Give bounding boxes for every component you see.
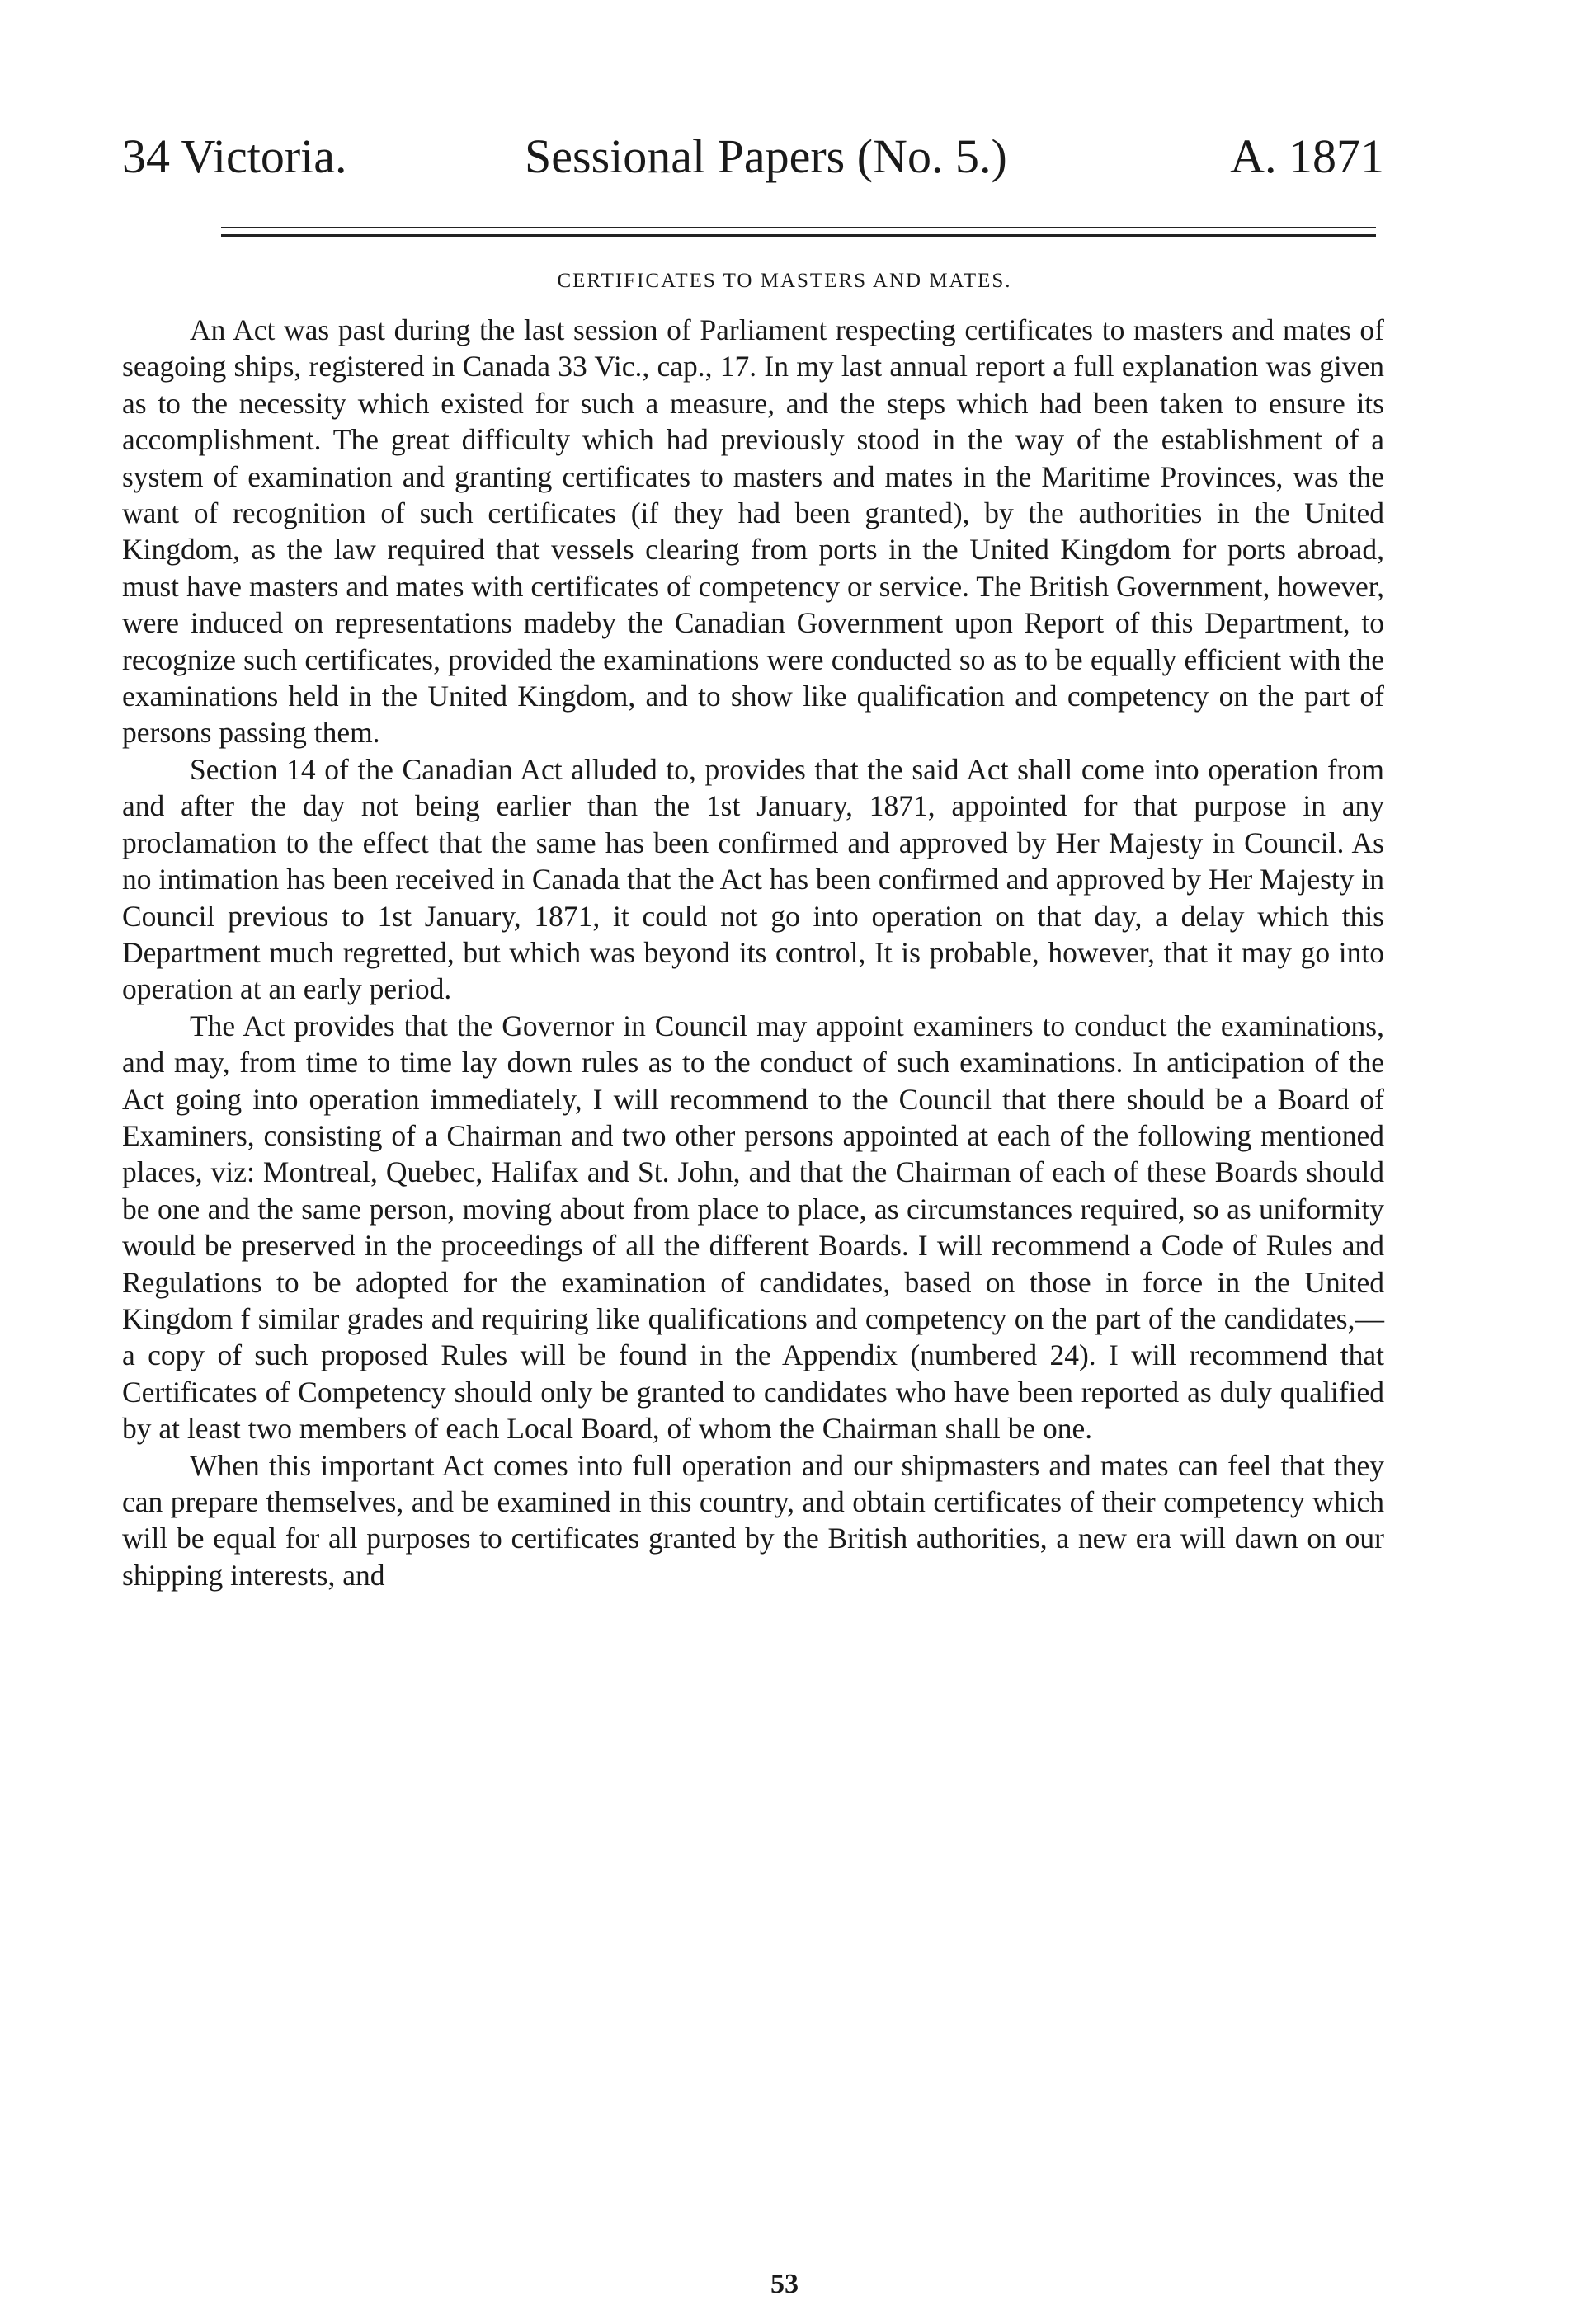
header-title: Sessional Papers (No. 5.) <box>525 129 1007 183</box>
running-header <box>122 124 1384 190</box>
header-year: A. 1871 <box>1230 129 1384 183</box>
header-rule-thick <box>221 234 1376 237</box>
paragraph-4: When this important Act comes into full operation and our shipmasters and mates can feel that they can prepare themselves, and be examined in this country, and obtain certificates of their competency which will be equal for all purposes to certificates granted by the British authorities, a new era will dawn on our shipping interests, and <box>122 1448 1384 1592</box>
page-number: 53 <box>770 2269 799 2299</box>
section-title: CERTIFICATES TO MASTERS AND MATES. <box>557 270 1012 292</box>
paragraph-2: Section 14 of the Canadian Act alluded to, provides that the said Act shall come into operation from and after the day not being earlier than the 1st January, 1871, appointed for that purpose in any proclamation to the effect that the same has been confirmed and approved by Her Majesty in Council. As no intimation has been received in Canada that the Act has been confirmed and approved by Her Majesty in Council previous to 1st January, 1871, it could not go into operation on that day, a delay which this Department much regretted, but which was beyond its control, It is probable, however, that it may go into operation at an early period. <box>122 752 1384 1006</box>
header-volume: 34 Victoria. <box>122 129 347 183</box>
body-text <box>122 312 1384 1593</box>
header-rule-thin <box>221 227 1376 228</box>
paragraph-1: An Act was past during the last session of Parliament respecting certificates to masters and mates of seagoing ships, registered in Canada 33 Vic., cap., 17. In my last annual report a full explanation was given as to the necessity which existed for such a measure, and the steps which had been taken to ensure its accomplishment. The great difficulty which had previously stood in the way of the establishment of a system of examination and granting certificates to masters and mates in the Maritime Provinces, was the want of recognition of such certificates (if they had been granted), by the authorities in the United Kingdom, as the law required that vessels clearing from ports in the United Kingdom for ports abroad, must have masters and mates with certificates of competency or service. The British Government, however, were induced on representations madeby the Canadian Government upon Report of this Department, to recognize such certificates, provided the examinations were conducted so as to be equally efficient with the examinations held in the United Kingdom, and to show like qualification and competency on the part of persons passing them. <box>122 313 1384 750</box>
paragraph-3: The Act provides that the Governor in Council may appoint examiners to conduct the examinations, and may, from time to time lay down rules as to the conduct of such examinations. In anticipation of the Act going into operation immediately, I will recommend to the Council that there should be a Board of Examiners, consisting of a Chairman and two other persons appointed at each of the following mentioned places, viz: Montreal, Quebec, Halifax and St. John, and that the Chairman of each of these Boards should be one and the same person, moving about from place to place, as circumstances required, so as uniformity would be preserved in the proceedings of all the different Boards. I will recommend a Code of Rules and Regulations to be adopted for the examination of candidates, based on those in force in the United Kingdom f similar grades and requiring like qualifications and competency on the part of the candidates,—a copy of such proposed Rules will be found in the Appendix (numbered 24). I will recommend that Certificates of Competency should only be granted to candidates who have been reported as duly qualified by at least two members of each Local Board, of whom the Chairman shall be one. <box>122 1009 1384 1446</box>
